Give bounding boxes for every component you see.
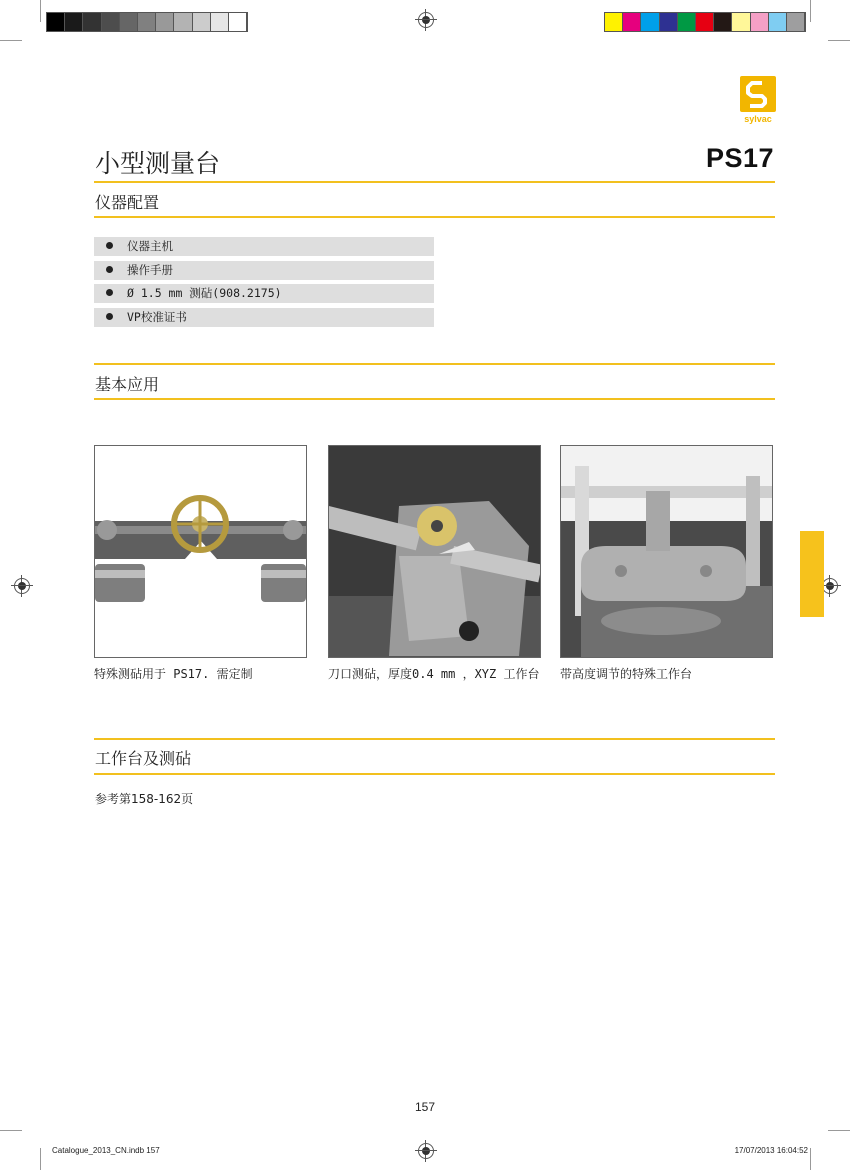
divider — [94, 738, 775, 740]
list-item — [94, 308, 434, 327]
model-code: PS17 — [705, 143, 774, 173]
gear-on-anvil-photo — [94, 445, 307, 658]
photo-caption: 特殊测砧用于 PS17. 需定制 — [94, 667, 253, 681]
color-swatch — [678, 13, 696, 31]
color-swatch — [732, 13, 750, 31]
crop-mark — [40, 1148, 41, 1170]
divider — [94, 216, 775, 218]
crop-mark — [810, 0, 811, 22]
logo-text: sylvac — [744, 114, 772, 124]
tables-heading: 工作台及测砧 — [95, 749, 192, 768]
photo-caption: 带高度调节的特殊工作台 — [560, 667, 693, 681]
page-title: 小型测量台 — [95, 149, 221, 178]
gray-swatch — [229, 13, 247, 31]
registration-mark-icon — [418, 1143, 434, 1159]
crop-mark — [40, 0, 41, 22]
sylvac-logo — [740, 76, 776, 124]
gray-swatch — [102, 13, 120, 31]
list-item — [94, 261, 434, 280]
list-item-label: 操作手册 — [127, 262, 173, 277]
registration-mark-icon — [822, 578, 838, 594]
color-swatch — [769, 13, 787, 31]
list-item — [94, 237, 434, 256]
gray-swatch — [47, 13, 65, 31]
knife-edge-anvil-photo — [328, 445, 541, 658]
page-reference: 参考第158-162页 — [95, 792, 194, 806]
config-list — [94, 237, 434, 331]
registration-mark-icon — [418, 12, 434, 28]
applications-heading: 基本应用 — [95, 375, 160, 394]
crop-mark — [828, 40, 850, 41]
crop-mark — [0, 40, 22, 41]
color-swatch — [605, 13, 623, 31]
divider — [94, 181, 775, 183]
color-swatch — [787, 13, 805, 31]
config-heading: 仪器配置 — [95, 193, 160, 212]
color-calibration-bar — [604, 12, 806, 32]
photo-caption: 刀口测砧，厚度0.4 mm ，XYZ 工作台 — [328, 667, 540, 681]
crop-mark — [828, 1130, 850, 1131]
gray-swatch — [138, 13, 156, 31]
divider — [94, 363, 775, 365]
bullet-icon — [106, 242, 113, 249]
registration-mark-icon — [14, 578, 30, 594]
list-item-label: VP校准证书 — [127, 309, 187, 324]
gray-swatch — [211, 13, 229, 31]
gray-swatch — [174, 13, 192, 31]
color-swatch — [623, 13, 641, 31]
color-swatch — [696, 13, 714, 31]
footer-file: Catalogue_2013_CN.indb 157 — [52, 1146, 160, 1155]
color-swatch — [641, 13, 659, 31]
gray-swatch — [83, 13, 101, 31]
page-number: 157 — [414, 1100, 436, 1114]
list-item-label: 仪器主机 — [127, 239, 173, 253]
divider — [94, 398, 775, 400]
footer-datetime: 17/07/2013 16:04:52 — [734, 1146, 808, 1155]
list-item-label: Ø 1.5 mm 测砧(908.2175) — [127, 286, 282, 300]
color-swatch — [660, 13, 678, 31]
height-adjust-table-photo — [560, 445, 773, 658]
gray-calibration-bar — [46, 12, 248, 32]
gray-swatch — [65, 13, 83, 31]
list-item — [94, 284, 434, 303]
section-tab — [800, 531, 824, 617]
bullet-icon — [106, 313, 113, 320]
bullet-icon — [106, 289, 113, 296]
gray-swatch — [156, 13, 174, 31]
gray-swatch — [193, 13, 211, 31]
crop-mark — [0, 1130, 22, 1131]
gray-swatch — [120, 13, 138, 31]
color-swatch — [751, 13, 769, 31]
crop-mark — [810, 1148, 811, 1170]
bullet-icon — [106, 266, 113, 273]
color-swatch — [714, 13, 732, 31]
divider — [94, 773, 775, 775]
